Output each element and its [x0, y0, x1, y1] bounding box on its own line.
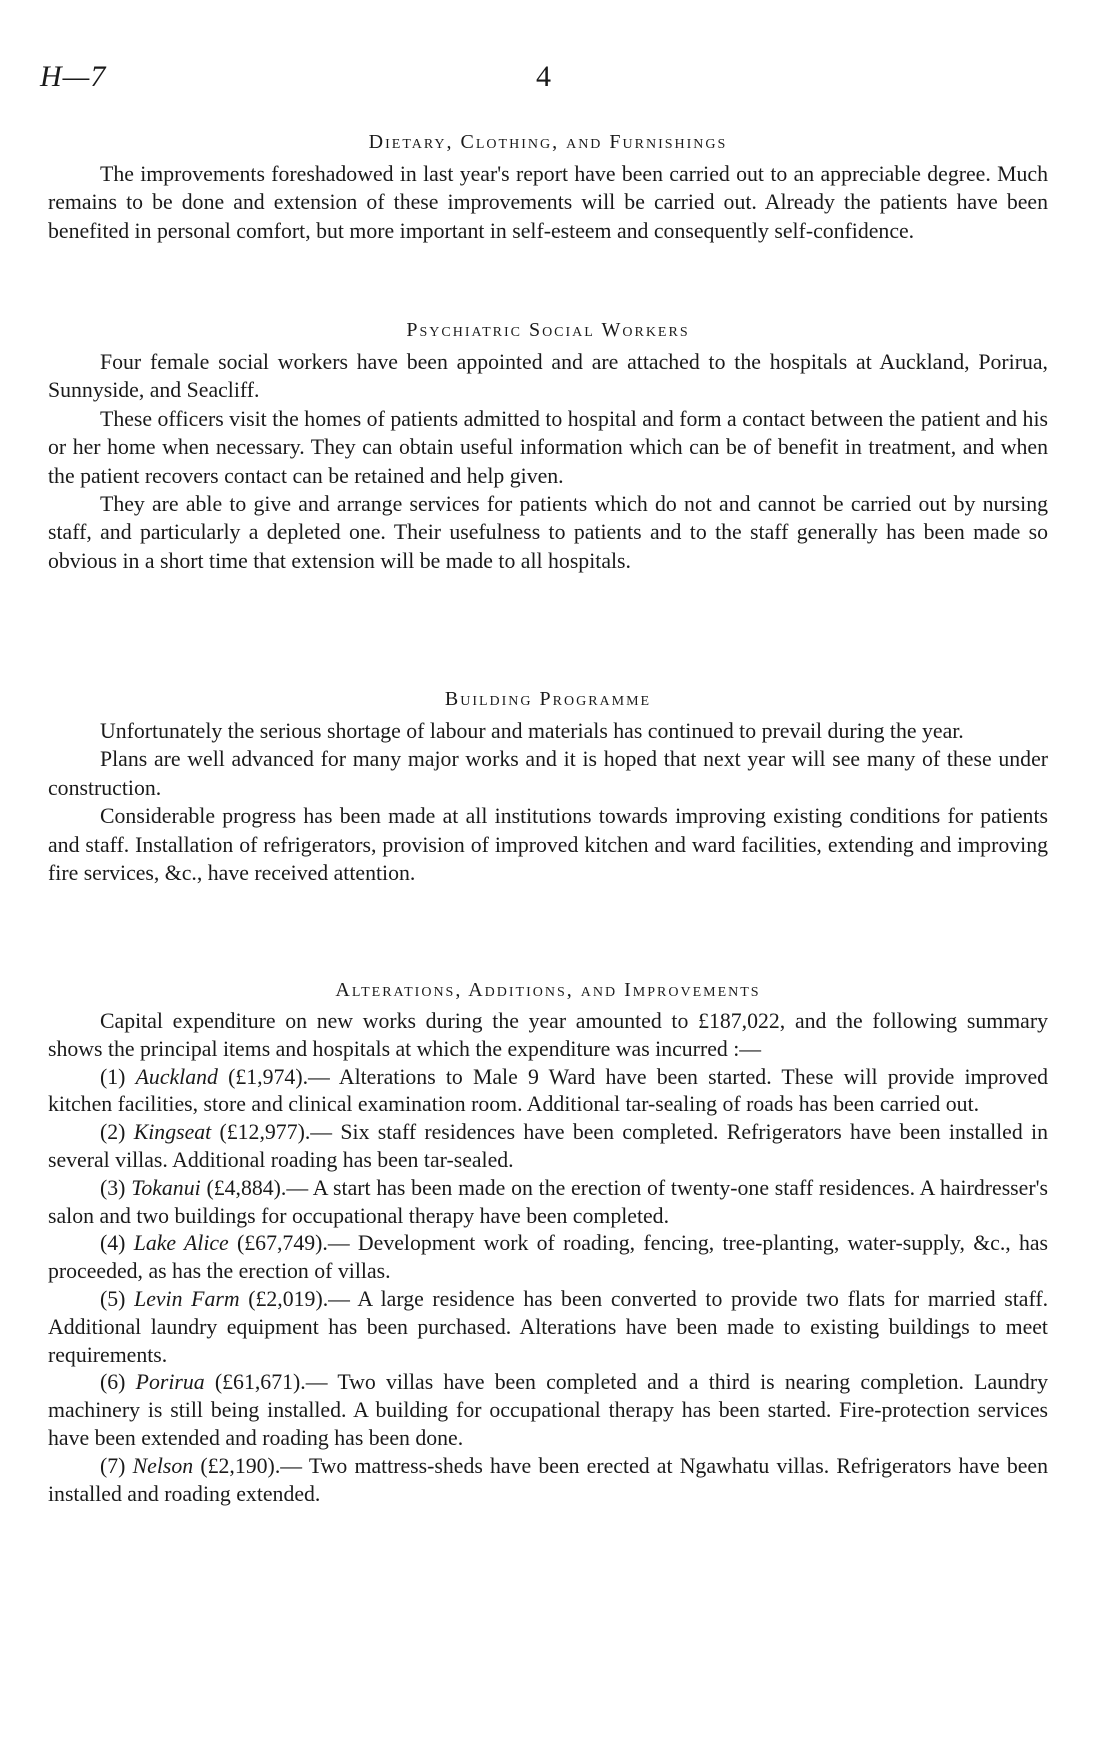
list-item	[48, 1230, 1048, 1286]
section-social-workers	[48, 319, 1048, 575]
paragraph: Plans are well advanced for many major works and it is hoped that next year will see many of these under construction.	[48, 747, 1048, 800]
section-alterations	[48, 979, 1048, 1508]
page-number: 4	[536, 60, 551, 93]
paragraph: Four female social workers have been appointed and are attached to the hospitals at Auckland, Porirua, Sunnyside, and Seacliff.	[48, 350, 1048, 403]
item-number: (6)	[100, 1370, 126, 1395]
list-item	[48, 1064, 1048, 1120]
item-text: A start has been made on the erection of twenty-one staff residences. A hairdresser's salon and two buildings for occupational therapy have been completed.	[48, 1175, 1049, 1228]
section-heading: Dietary, Clothing, and Furnishings	[368, 131, 728, 153]
item-amount: (£61,671).—	[214, 1370, 328, 1395]
item-place: Auckland	[135, 1064, 218, 1089]
list-item	[48, 1453, 1048, 1509]
list-item	[48, 1286, 1048, 1369]
document-code: H—7	[40, 60, 107, 93]
section-heading: Psychiatric Social Workers	[406, 319, 690, 341]
item-amount: (£67,749).—	[237, 1231, 350, 1256]
intro-paragraph: Capital expenditure on new works during the year amounted to £187,022, and the following summary shows the principal items and hospitals at which the expenditure was incurred :—	[48, 1009, 1048, 1061]
item-place: Kingseat	[133, 1120, 212, 1145]
section-heading: Alterations, Additions, and Improvements	[335, 979, 761, 1001]
list-item	[48, 1175, 1048, 1231]
item-amount: (£12,977).—	[219, 1120, 333, 1145]
list-item	[48, 1119, 1048, 1175]
paragraph: The improvements foreshadowed in last year's report have been carried out to an appreciable degree. Much remains to be done and extension of these improvements will be carried out. Already the patients have been benefited in personal comfort, but more important in self-esteem and consequently self-confidence.	[48, 162, 1048, 243]
item-place: Porirua	[135, 1370, 205, 1395]
item-place: Tokanui	[131, 1175, 201, 1200]
item-amount: (£2,190).—	[200, 1453, 303, 1478]
item-text: Two mattress-sheds have been erected at Ngawhatu villas. Refrigerators have been installed and roading extended.	[48, 1453, 1048, 1506]
section-dietary	[48, 131, 1048, 245]
item-text: Alterations to Male 9 Ward have been started. These will provide improved kitchen facilities, store and clinical examination room. Additional tar-sealing of roads has been carried out.	[48, 1064, 1049, 1117]
list-item	[48, 1369, 1048, 1452]
item-place: Nelson	[132, 1453, 194, 1478]
paragraph: They are able to give and arrange services for patients which do not and cannot be carried out by nursing staff, and particularly a depleted one. Their usefulness to patients and to the staff generally has been made so obvious in a short time that extension will be made to all hospitals.	[48, 492, 1048, 573]
item-amount: (£1,974).—	[228, 1064, 330, 1089]
item-number: (2)	[100, 1120, 126, 1145]
paragraph: Unfortunately the serious shortage of labour and materials has continued to prevail during the year.	[100, 719, 964, 743]
paragraph: These officers visit the homes of patients admitted to hospital and form a contact between the patient and his or her home when necessary. They can obtain useful information which can be of benefit in treatment, and when the patient recovers contact can be retained and help given.	[48, 406, 1048, 488]
item-text: A large residence has been converted to provide two flats for married staff. Additional laundry equipment has been purchased. Alterations have been made to existing buildings to meet requirements.	[48, 1286, 1049, 1367]
item-amount: (£4,884).—	[206, 1175, 309, 1200]
item-number: (3)	[100, 1175, 126, 1200]
item-text: Development work of roading, fencing, tree-planting, water-supply, &c., has proceeded, as has the erection of villas.	[48, 1231, 1049, 1284]
item-place: Levin Farm	[134, 1286, 240, 1311]
item-number: (5)	[100, 1286, 126, 1311]
item-number: (7)	[100, 1453, 126, 1478]
item-number: (1)	[100, 1064, 126, 1089]
section-heading: Building Programme	[444, 688, 652, 710]
item-text: Two villas have been completed and a third is nearing completion. Laundry machinery is still being installed. A building for occupational therapy has been started. Fire-protection services have been extended and roading has been done.	[48, 1370, 1048, 1450]
item-amount: (£2,019).—	[248, 1286, 350, 1311]
item-place: Lake Alice	[133, 1231, 229, 1256]
section-building-programme	[48, 688, 1048, 887]
paragraph: Considerable progress has been made at all institutions towards improving existing conditions for patients and staff. Installation of refrigerators, provision of improved kitchen and ward facilities, extending and improving fire services, &c., have received attention.	[48, 804, 1048, 886]
item-number: (4)	[100, 1231, 126, 1256]
item-text: Six staff residences have been completed. Refrigerators have been installed in several villas. Additional roading has been tar-sealed.	[48, 1120, 1048, 1172]
